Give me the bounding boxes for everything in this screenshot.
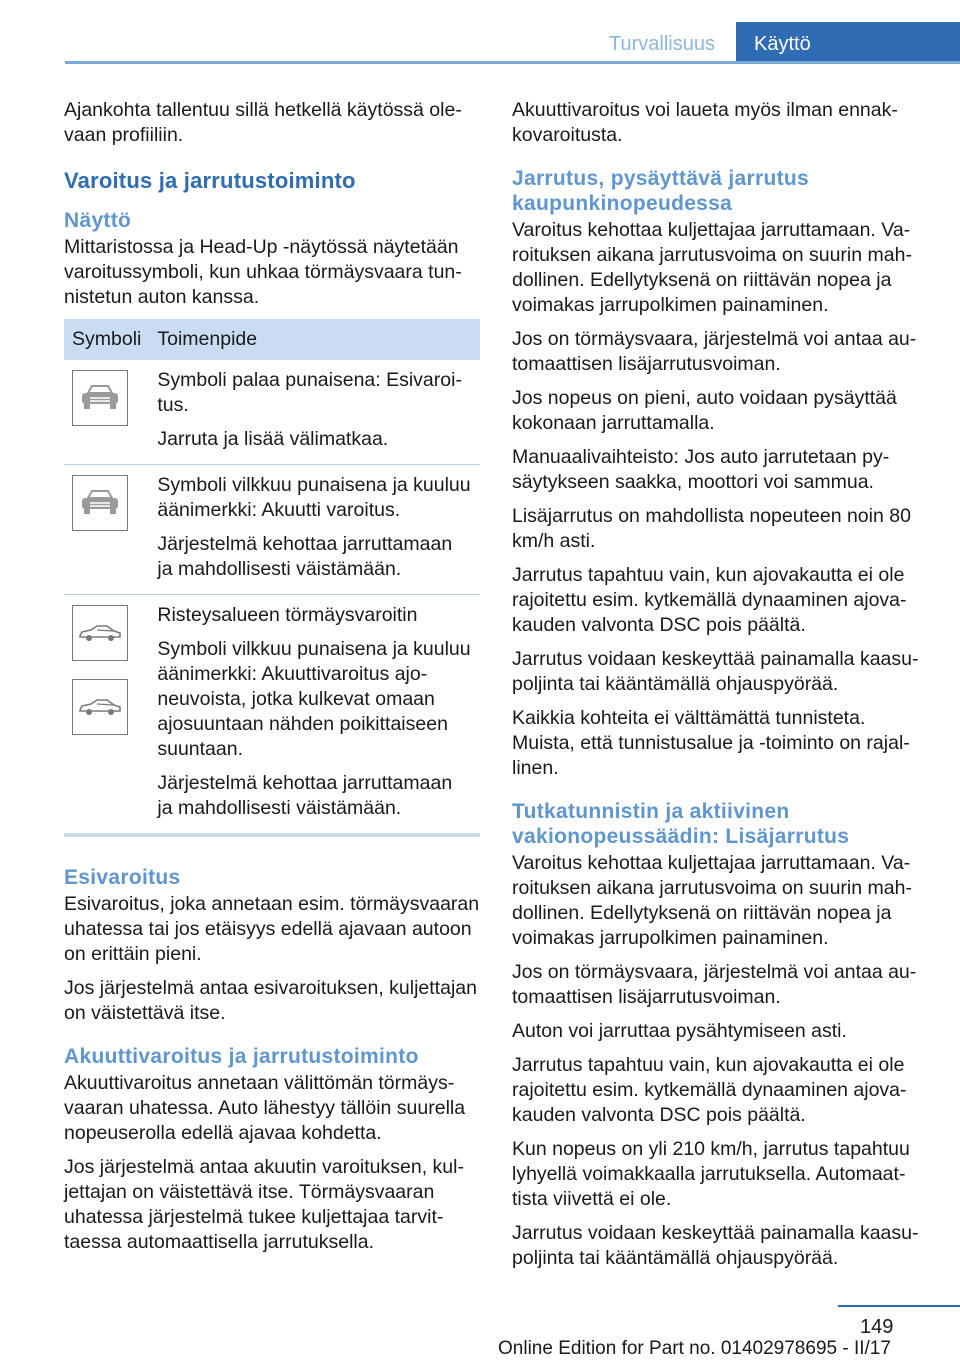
- radar-paragraph: Auton voi jarruttaa pysähtymiseen asti.: [512, 1020, 847, 1042]
- table-header-action: Toimenpide: [149, 319, 480, 360]
- edition-note: Online Edition for Part no. 01402978695 - II/17: [498, 1338, 891, 1359]
- right-column: [512, 98, 927, 1280]
- radar-paragraph: Kun nopeus on yli 210 km/h, jarrutus tapahtuu lyhyellä voimakkaalla jarrutuksella. Automaattista viivettä ei ole.: [512, 1138, 910, 1210]
- radar-paragraph: Jarrutus voidaan keskeyttää painamalla kaasupoljinta tai kääntämällä ohjauspyörää.: [512, 1222, 919, 1269]
- car-side-icon: [72, 605, 128, 661]
- table-row: [64, 595, 480, 836]
- prewarning-paragraph: Esivaroitus, joka annetaan esim. törmäysvaaran uhatessa tai jos etäisyys edellä ajavaan autoon on erittäin pieni.: [64, 893, 480, 965]
- action-line: Symboli vilkkuu punaisena ja kuuluu äänimerkki: Akuuttivaroitus ajoneuvoista, jotka kulkevat omaan ajosuuntaan nähden poikittaiseen suuntaan.: [157, 638, 471, 760]
- table-row: [64, 465, 480, 595]
- prewarning-paragraph: Jos järjestelmä antaa esivaroituksen, kuljettajan on väistettävä itse.: [64, 977, 477, 1024]
- prewarning-heading: Esivaroitus: [64, 866, 181, 889]
- city-paragraph: Jos on törmäysvaara, järjestelmä voi antaa automaattisen lisäjarrutusvoiman.: [512, 328, 917, 375]
- symbol-table: [64, 319, 480, 837]
- city-paragraph: Jarrutus tapahtuu vain, kun ajovakautta ei ole rajoitettu esim. kytkemällä dynaaminen ajovakauden valvonta DSC pois päältä.: [512, 564, 907, 636]
- header-chapter-tab: Käyttö: [736, 22, 960, 64]
- symbol-cell: [64, 360, 149, 465]
- car-front-icon: [72, 475, 128, 531]
- action-line: Jarruta ja lisää välimatkaa.: [157, 428, 389, 450]
- radar-paragraph: Varoitus kehottaa kuljettajaa jarruttamaan. Varoituksen aikana jarrutusvoima on suurin mahdollinen. Edellytyksenä on riittävän nopea ja voimakas jarrupolkimen painaminen.: [512, 852, 912, 949]
- city-paragraph: Jos nopeus on pieni, auto voidaan pysäyttää kokonaan jarruttamalla.: [512, 387, 897, 434]
- table-row: [64, 360, 480, 465]
- display-text: Mittaristossa ja Head-Up -näytössä näytetään varoitussymboli, kun uhkaa törmäysvaara tunnistetun auton kanssa.: [64, 236, 462, 308]
- car-side-icon: [72, 679, 128, 735]
- city-paragraph: Kaikkia kohteita ei välttämättä tunnisteta. Muista, että tunnistusalue ja -toiminto on rajallinen.: [512, 707, 910, 779]
- radar-heading: Tutkatunnistin ja aktiivinen vakionopeussäädin: Lisäjarrutus: [512, 800, 850, 848]
- city-paragraph: Manuaalivaihteisto: Jos auto jarrutetaan pysäytykseen saakka, moottori voi sammua.: [512, 446, 890, 493]
- action-line: Järjestelmä kehottaa jarruttamaan ja mahdollisesti väistämään.: [157, 533, 453, 580]
- radar-paragraph: Jos on törmäysvaara, järjestelmä voi antaa automaattisen lisäjarrutusvoiman.: [512, 961, 917, 1008]
- car-front-icon: [72, 370, 128, 426]
- symbol-cell: [64, 465, 149, 595]
- action-cell: [149, 595, 480, 836]
- acute-heading: Akuuttivaroitus ja jarrutustoiminto: [64, 1045, 419, 1068]
- radar-paragraph: Jarrutus tapahtuu vain, kun ajovakautta ei ole rajoitettu esim. kytkemällä dynaaminen ajovakauden valvonta DSC pois päältä.: [512, 1054, 907, 1126]
- city-paragraph: Lisäjarrutus on mahdollista nopeuteen noin 80 km/h asti.: [512, 505, 911, 552]
- city-paragraph: Varoitus kehottaa kuljettajaa jarruttamaan. Varoituksen aikana jarrutusvoima on suurin mahdollinen. Edellytyksenä on riittävän nopea ja voimakas jarrupolkimen painaminen.: [512, 219, 912, 316]
- header-section-tab: Turvallisuus: [609, 33, 715, 55]
- action-line: Symboli vilkkuu punaisena ja kuuluu äänimerkki: Akuutti varoitus.: [157, 474, 471, 521]
- right-intro-paragraph: Akuuttivaroitus voi laueta myös ilman ennakkovaroitusta.: [512, 99, 898, 146]
- section-title: Varoitus ja jarrutustoiminto: [64, 168, 356, 193]
- intro-paragraph: Ajankohta tallentuu sillä hetkellä käytössä olevaan profiiliin.: [64, 99, 462, 146]
- table-header-symbol: Symboli: [64, 319, 149, 360]
- header-rule: [65, 61, 960, 64]
- action-cell: [149, 465, 480, 595]
- city-braking-heading: Jarrutus, pysäyttävä jarrutus kaupunkinopeudessa: [512, 167, 809, 215]
- symbol-cell: [64, 595, 149, 836]
- city-paragraph: Jarrutus voidaan keskeyttää painamalla kaasupoljinta tai kääntämällä ohjauspyörää.: [512, 648, 919, 695]
- acute-paragraph: Jos järjestelmä antaa akuutin varoituksen, kuljettajan on väistettävä itse. Törmäysvaaran uhatessa järjestelmä tukee kuljettajaa tarvittaessa automaattisella jarrutuksella.: [64, 1156, 464, 1253]
- action-line: Järjestelmä kehottaa jarruttamaan ja mahdollisesti väistämään.: [157, 772, 453, 819]
- display-heading: Näyttö: [64, 209, 132, 232]
- action-line: Risteysalueen törmäysvaroitin: [157, 604, 418, 626]
- left-column: [64, 98, 480, 1264]
- action-line: Symboli palaa punaisena: Esivaroitus.: [157, 369, 462, 416]
- action-cell: [149, 360, 480, 465]
- footer-rule: [838, 1305, 960, 1307]
- acute-paragraph: Akuuttivaroitus annetaan välittömän törmäysvaaran uhatessa. Auto lähestyy tällöin suurella nopeuserolla edellä ajavaa kohdetta.: [64, 1072, 466, 1144]
- page-number: 149: [860, 1316, 894, 1338]
